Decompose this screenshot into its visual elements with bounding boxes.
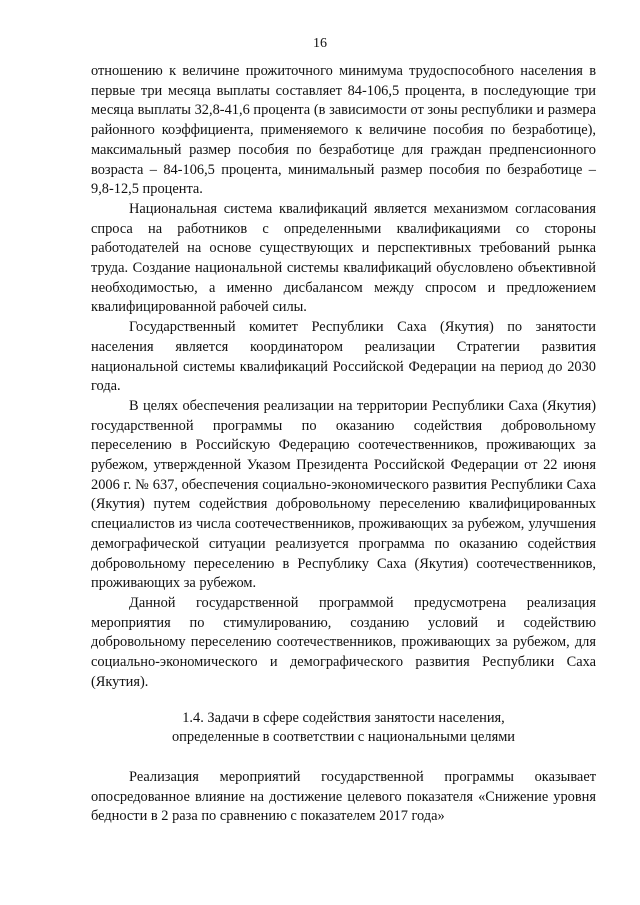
page-number: 16 — [313, 36, 327, 51]
paragraph-state-committee: Государственный комитет Республики Саха (Якутия) по занятости населения является координатором реализации Стратегии развития национальной системы квалификаций Российской Федерации на период до 2030 года. — [91, 319, 596, 395]
paragraph-program-measures: Данной государственной программой предусмотрена реализация мероприятия по стимулированию, созданию условий и содействию добровольному переселению соотечественников, проживающих за рубежом, для социально-экономического и демографического развития Республики Саха (Якутия). — [91, 594, 596, 690]
section-heading — [91, 709, 596, 748]
paragraph-resettlement-program: В целях обеспечения реализации на территории Республики Саха (Якутия) государственной программы по оказанию содействия добровольному переселению в Российскую Федерацию соотечественников, проживающих за рубежом, утвержденной Указом Президента Российской Федерации от 22 июня 2006 г. № 637, обеспечения социально-экономического развития Республики Саха (Якутия) путем содействия добровольному переселению квалифицированных специалистов из числа соотечественников, проживающих за рубежом, улучшения демографической ситуации реализуется программа по оказанию содействия добровольному переселению в Республику Саха (Якутия) соотечественников, проживающих за рубежом. — [91, 397, 596, 592]
section-heading-line-1: 1.4. Задачи в сфере содействия занятости населения, — [182, 709, 505, 726]
paragraph-continuation: отношению к величине прожиточного минимума трудоспособного населения в первые три месяца выплаты составляет 84-106,5 процента, в последующие три месяца выплаты 32,8-41,6 процента (в зависимости от зоны республики и размера районного коэффициента, применяемого к величине пособия по безработице), максимальный размер пособия по безработице для граждан предпенсионного возраста – 84-106,5 процента, минимальный размер пособия по безработице – 9,8-12,5 процента. — [91, 63, 596, 198]
paragraph-final: Реализация мероприятий государственной программы оказывает опосредованное влияние на достижение целевого показателя «Снижение уровня бедности в 2 раза по сравнению с показателем 2017 года» — [91, 768, 596, 825]
body-text — [91, 62, 596, 827]
paragraph-national-qualifications: Национальная система квалификаций является механизмом согласования спроса на работников с определенными квалификациями со стороны работодателей на основе существующих и перспективных требований рынка труда. Создание национальной системы квалификаций обусловлено объективной необходимостью, а именно дисбалансом между спросом и предложением квалифицированной рабочей силы. — [91, 200, 596, 316]
section-heading-line-2: определенные в соответствии с национальными целями — [171, 729, 516, 746]
